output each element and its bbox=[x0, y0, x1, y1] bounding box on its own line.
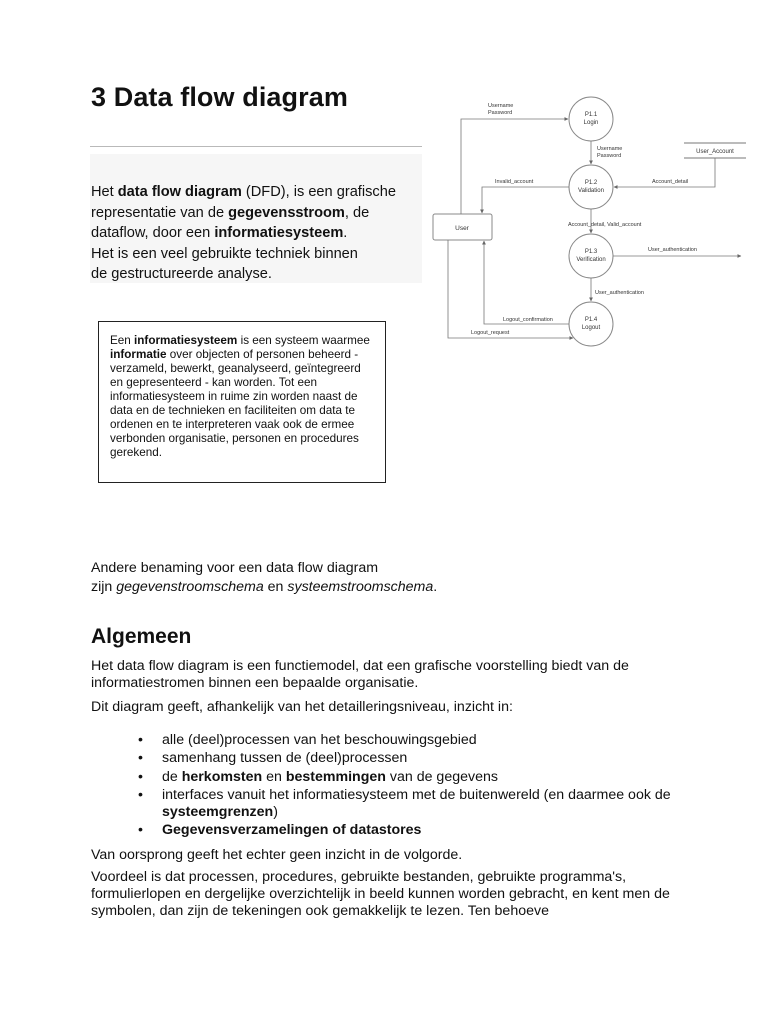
flow-invalid-account-label: Invalid_account bbox=[495, 179, 534, 185]
process-p1-1-name: Login bbox=[583, 120, 599, 126]
list-item: • interfaces vanuit het informatiesysteem met de buitenwereld (en daarmee ook de systeemgrenzen) bbox=[138, 786, 671, 820]
list-item: • de herkomsten en bestemmingen van de gegevens bbox=[138, 768, 498, 785]
term-data-flow-diagram: data flow diagram bbox=[117, 184, 242, 200]
flow-logout-confirmation bbox=[484, 241, 569, 324]
flow-user-authentication2-label: User_authentication bbox=[595, 290, 644, 296]
intro-line-3: de gestructureerde analyse. bbox=[91, 266, 272, 282]
bullet-icon: • bbox=[138, 786, 143, 803]
flow-account-detail-label: Account_detail bbox=[652, 179, 689, 185]
flow-password-label: Password bbox=[488, 110, 513, 116]
alt-name-systeemstroomschema: systeemstroomschema bbox=[287, 579, 434, 595]
box-term-informatie: informatie bbox=[110, 348, 167, 361]
paragraph-voordeel: Voordeel is dat processen, procedures, gebruikte bestanden, gebruikte programma's, formulierlopen en dergelijke overzichtelijk in beeld kunnen worden gebracht, en kent men de symbolen, dan zijn de tekeningen ook gemakkelijk te lezen. Ten behoeve bbox=[91, 869, 670, 919]
data-flow-diagram bbox=[428, 90, 748, 360]
bullet-icon: • bbox=[138, 750, 143, 767]
page-title: 3 Data flow diagram bbox=[91, 82, 348, 112]
process-p1-2-circle bbox=[569, 165, 613, 209]
flow-password2-label: Password bbox=[597, 153, 622, 159]
term-gegevensstroom: gegevensstroom bbox=[228, 204, 345, 221]
alternative-names-paragraph: Andere benaming voor een data flow diagram zijn gegevenstroomschema en systeemstroomschema. bbox=[91, 560, 438, 595]
process-p1-1-circle bbox=[569, 97, 613, 141]
intro-line-2: Het is een veel gebruikte techniek binnen bbox=[91, 245, 358, 262]
entity-user-label: User bbox=[455, 225, 469, 232]
process-p1-4-name: Logout bbox=[581, 325, 601, 331]
flow-username-password bbox=[461, 119, 568, 214]
process-p1-1-id: P1.1 bbox=[584, 112, 598, 118]
flow-logout-confirmation-label: Logout_confirmation bbox=[503, 317, 553, 323]
list-item: • alle (deel)processen van het beschouwingsgebied bbox=[138, 732, 477, 748]
bullet-icon: • bbox=[138, 732, 143, 748]
flow-account-detail-valid-label: Account_detail, Valid_account bbox=[568, 222, 642, 228]
datastore-user-account-label: User_Account bbox=[696, 149, 734, 155]
flow-logout-request bbox=[448, 240, 573, 338]
process-p1-4-circle bbox=[569, 302, 613, 346]
alt-name-gegevenstroomschema: gegevenstroomschema bbox=[116, 579, 264, 595]
process-p1-3-circle bbox=[569, 234, 613, 278]
bullet-icon: • bbox=[138, 768, 143, 785]
flow-logout-request-label: Logout_request bbox=[471, 330, 510, 336]
flow-invalid-account bbox=[482, 187, 569, 213]
process-p1-3-name: Verification bbox=[576, 257, 606, 263]
process-p1-2-id: P1.2 bbox=[584, 180, 598, 186]
flow-user-authentication-label: User_authentication bbox=[648, 247, 697, 253]
bullet-icon: • bbox=[138, 822, 143, 839]
definition-box: Een informatiesysteem is een systeem waarmee informatie over objecten of personen beheerd - verzameld, bewerkt, geanalyseerd, geïntegreerd en gepresenteerd - kan worden. Tot een informatiesysteem in ruime zin worden naast de data en de technieken en faciliteiten om data te ordenen en te interpreteren vaak ook de ermee verbonden organisatie, personen en procedures gerekend. bbox=[98, 321, 386, 483]
insight-list bbox=[91, 732, 691, 840]
process-p1-2-name: Validation bbox=[578, 188, 604, 194]
flow-username2-label: Username bbox=[597, 146, 623, 152]
paragraph-inzicht: Dit diagram geeft, afhankelijk van het detailleringsniveau, inzicht in: bbox=[91, 699, 513, 715]
paragraph-volgorde: Van oorsprong geeft het echter geen inzicht in de volgorde. bbox=[91, 847, 463, 863]
intro-paragraph: Het data flow diagram (DFD), is een grafische representatie van de gegevensstroom, de dataflow, door een informatiesysteem. Het is een veel gebruikte techniek binnen de gestructureerde analyse. bbox=[91, 184, 396, 282]
flow-username-label: Username bbox=[488, 103, 514, 109]
list-item: • Gegevensverzamelingen of datastores bbox=[138, 822, 422, 839]
section-heading-algemeen: Algemeen bbox=[91, 625, 192, 648]
process-p1-3-id: P1.3 bbox=[584, 249, 598, 255]
process-p1-4-id: P1.4 bbox=[584, 317, 598, 323]
box-term-informatiesysteem: informatiesysteem bbox=[134, 334, 238, 347]
paragraph-functiemodel: Het data flow diagram is een functiemodel, dat een grafische voorstelling biedt van de informatiestromen binnen een bepaalde organisatie. bbox=[91, 658, 629, 691]
title-divider bbox=[90, 146, 422, 147]
term-informatiesysteem: informatiesysteem bbox=[214, 225, 344, 241]
list-item: • samenhang tussen de (deel)processen bbox=[138, 750, 408, 767]
